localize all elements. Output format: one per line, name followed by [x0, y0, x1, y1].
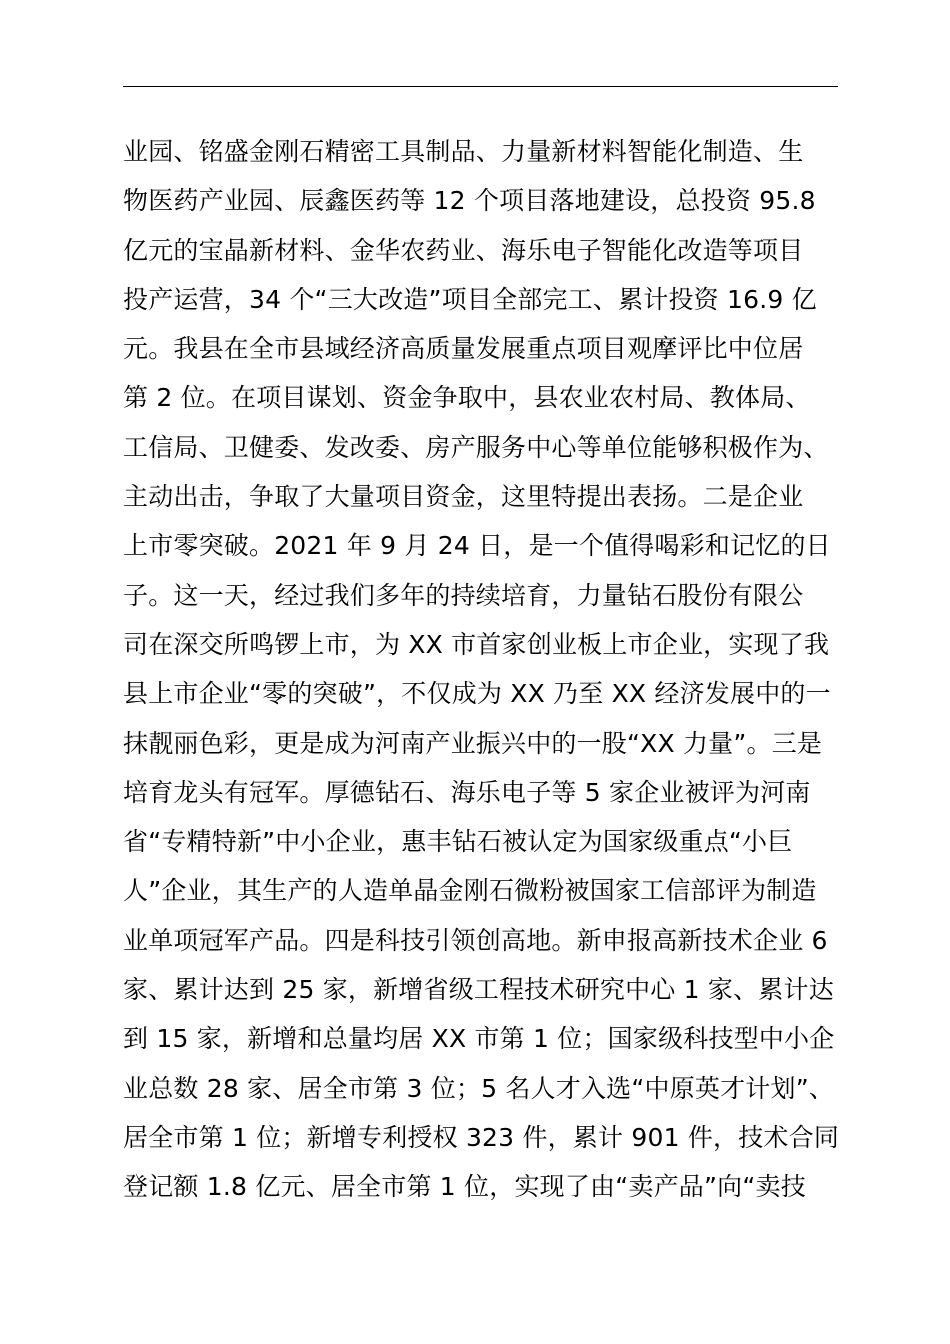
text-line: 县上市企业“零的突破”，不仅成为 XX 乃至 XX 经济发展中的一 — [123, 679, 831, 709]
text-line: 子。这一天，经过我们多年的持续培育，力量钻石股份有限公 — [123, 580, 804, 610]
text-line: 人”企业，其生产的人造单晶金刚石微粉被国家工信部评为制造 — [123, 876, 817, 906]
text-line: 业单项冠军产品。四是科技引领创高地。新申报高新技术企业 6 — [123, 925, 828, 955]
text-line: 第 2 位。在项目谋划、资金争取中，县农业农村局、教体局、 — [123, 383, 811, 413]
text-line: 登记额 1.8 亿元、居全市第 1 位，实现了由“卖产品”向“卖技 — [123, 1172, 806, 1202]
text-line: 培育龙头有冠军。厚德钻石、海乐电子等 5 家企业被评为河南 — [123, 777, 811, 807]
text-line: 业园、铭盛金刚石精密工具制品、力量新材料智能化制造、生 — [123, 137, 804, 166]
text-line: 家、累计达到 25 家，新增省级工程技术研究中心 1 家、累计达 — [123, 975, 834, 1005]
body-paragraph — [123, 127, 850, 1212]
text-line: 工信局、卫健委、发改委、房产服务中心等单位能够积极作为、 — [123, 432, 829, 462]
text-line: 居全市第 1 位；新增专利授权 323 件，累计 901 件，技术合同 — [123, 1122, 840, 1152]
text-line: 省“专精特新”中小企业，惠丰钻石被认定为国家级重点“小巨 — [123, 827, 793, 857]
text-line: 投产运营，34 个“三大改造”项目全部完工、累计投资 16.9 亿 — [123, 284, 817, 314]
text-line: 上市零突破。2021 年 9 月 24 日，是一个值得喝彩和记忆的日 — [123, 531, 831, 561]
header-rule — [123, 86, 838, 87]
text-line: 亿元的宝晶新材料、金华农药业、海乐电子智能化改造等项目 — [123, 235, 804, 265]
text-line: 业总数 28 家、居全市第 3 位；5 名人才入选“中原英才计划”、 — [123, 1073, 835, 1103]
text-line: 抹靓丽色彩，更是成为河南产业振兴中的一股“XX 力量”。三是 — [123, 728, 823, 758]
text-line: 元。我县在全市县域经济高质量发展重点项目观摩评比中位居 — [123, 334, 804, 364]
text-line: 物医药产业园、辰鑫医药等 12 个项目落地建设，总投资 95.8 — [123, 186, 816, 216]
text-line: 司在深交所鸣锣上市，为 XX 市首家创业板上市企业，实现了我 — [123, 629, 830, 659]
text-line: 主动出击，争取了大量项目资金，这里特提出表扬。二是企业 — [123, 482, 804, 512]
text-line: 到 15 家，新增和总量均居 XX 市第 1 位；国家级科技型中小企 — [123, 1024, 835, 1054]
